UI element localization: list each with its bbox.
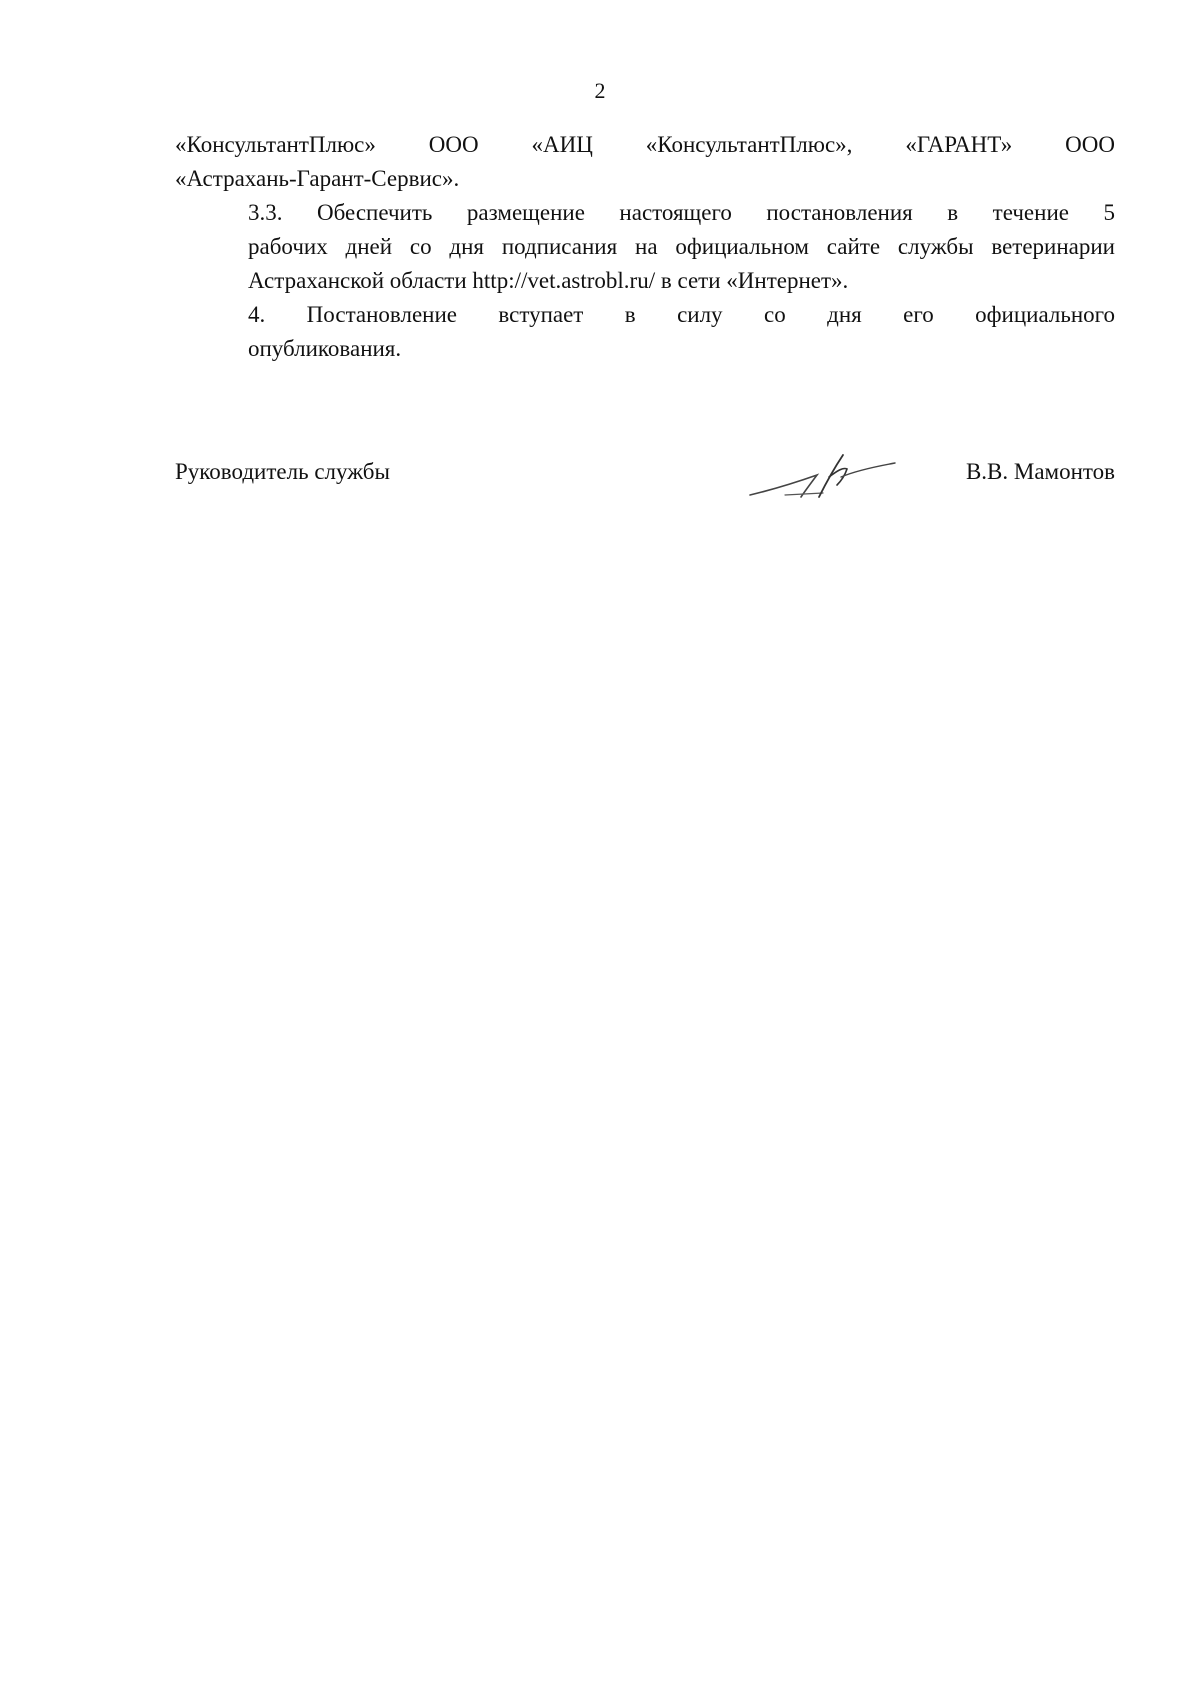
paragraph-line: Астраханской области http://vet.astrobl.ru/ в сети «Интернет». xyxy=(248,268,849,293)
paragraph-line: 3.3. Обеспечить размещение настоящего постановления в течение 5 xyxy=(248,200,1115,225)
paragraph-continuation xyxy=(175,128,1115,196)
document-body xyxy=(175,128,1115,366)
paragraph-line: 4. Постановление вступает в силу со дня его официального xyxy=(248,302,1115,327)
paragraph-item-3-3 xyxy=(175,196,1115,298)
page-number: 2 xyxy=(594,78,606,103)
paragraph-line: рабочих дней со дня подписания на официальном сайте службы ветеринарии xyxy=(248,234,1115,259)
paragraph-line: «КонсультантПлюс» ООО «АИЦ «КонсультантПлюс», «ГАРАНТ» ООО xyxy=(175,132,1115,157)
signatory-title: Руководитель службы xyxy=(175,459,390,484)
paragraph-item-4 xyxy=(175,298,1115,366)
signatory-name: В.В. Мамонтов xyxy=(965,459,1115,484)
signature-block xyxy=(175,455,1115,515)
handwritten-signature-icon xyxy=(745,437,905,507)
paragraph-line: опубликования. xyxy=(248,336,402,361)
paragraph-line: «Астрахань-Гарант-Сервис». xyxy=(175,166,460,191)
